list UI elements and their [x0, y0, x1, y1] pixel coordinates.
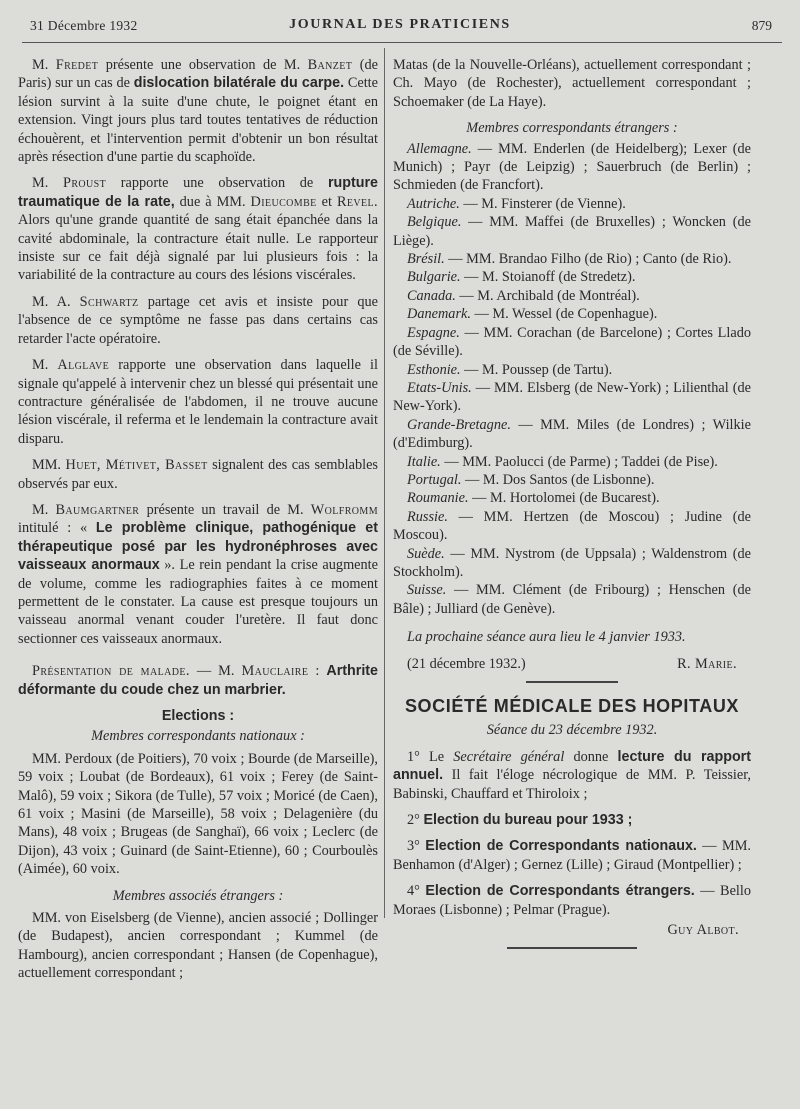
national-members-list: MM. Perdoux (de Poitiers), 70 voix ; Bourde (de Marseille), 59 voix ; Loubat (de Bordeaux), 61 voix ; Ferey (de Saint-Malô), 59 voix ; Sikora (de Tulle), 57 voix ; Moricé (de Caen), 61 voix ; Masini (de Marseille), 58 voix ; Delagenière (du Mans), 48 voix ; Brugeas (de Sanghaï), 66 voix ; Leclerc (de Dijon), 43 voix ; Guinard (de Saint-Etienne), 60 ; Courboulès (Aimée), 60 voix.	[18, 750, 378, 878]
associate-members-list: MM. von Eiselsberg (de Vienne), ancien associé ; Dollinger (de Budapest), ancien correspondant ; Kummel (de Hambourg), ancien correspondant ; Hansen (de Copenhague), actuellement correspondant ;	[18, 910, 378, 982]
country-entry: Roumanie. — M. Hortolomei (de Bucarest).	[407, 490, 660, 507]
country-entry: Italie. — MM. Paolucci (de Parme) ; Taddei (de Pise).	[407, 453, 718, 470]
country-entry: Russie. — MM. Hertzen (de Moscou) ; Judine (de Moscou).	[393, 508, 751, 544]
paragraph-baumgartner: M. Baumgartner présente un travail de M. Wolfromm intitulé : « Le problème clinique, pathogénique et thérapeutique posé par les hydronéphroses avec vaisseaux anormaux ». Le rein pendant la crise augmente de volume, comme les radiographies faites à ce moment permettent de le constater. La cause est presque toujours un vaisseau anormal venant couder l'uretère. Il faut donc sectionner ces vaisseaux anormaux.	[18, 501, 378, 647]
foreign-members-heading: Membres correspondants étrangers :	[466, 120, 678, 137]
paragraph-presentation: Présentation de malade. — M. Mauclaire : Arthrite déformante du coude chez un marbrier.	[18, 663, 379, 698]
date-signature-line	[393, 655, 751, 673]
country-entry: Suède. — MM. Nystrom (de Uppsala) ; Waldenstrom (de Stockholm).	[393, 545, 751, 580]
paragraph-alglave: M. Alglave rapporte une observation dans laquelle il signale qu'appelé à intervenir chez un blessé qui présentait une contracture généralisée de l'abdomen, il ne trouve aucune lésion viscérale, il referma et le lendemain la contracture avait disparu.	[18, 357, 378, 447]
country-entry: Danemark. — M. Wessel (de Copenhague).	[407, 306, 658, 323]
signature-marie: R. Marie.	[677, 655, 737, 672]
society-title: SOCIÉTÉ MÉDICALE DES HOPITAUX	[404, 696, 740, 716]
elections-heading: Elections :	[161, 708, 235, 724]
country-entry: Portugal. — M. Dos Santos (de Lisbonne).	[407, 471, 655, 488]
paragraph-fredet: M. Fredet présente une observation de M. Banzet (de Paris) sur un cas de dislocation bilatérale du carpe. Cette lésion survint à la suite d'une chute, le poignet étant en extension. Vingt jours plus tard toutes tentatives de réduction échouèrent, et l'intervention permit d'obtenir un bon résultat après résection d'une partie du scaphoïde.	[18, 57, 379, 166]
paragraph-matas: Matas (de la Nouvelle-Orléans), actuellement correspondant ; Ch. Mayo (de Rochester), actuellement correspondant ; Schoemaker (de La Haye).	[393, 57, 751, 110]
header-rule	[22, 42, 782, 43]
signature-albot: Guy Albot.	[667, 922, 739, 939]
country-list	[393, 140, 751, 619]
country-entry: Esthonie. — M. Poussep (de Tartu).	[407, 361, 613, 378]
agenda-item-2: 2° Election du bureau pour 1933 ;	[407, 812, 633, 829]
section-rule	[526, 681, 618, 683]
country-entry: Espagne. — MM. Corachan (de Barcelone) ; Cortes Llado (de Séville).	[393, 324, 751, 360]
country-entry: Canada. — M. Archibald (de Montréal).	[407, 287, 640, 304]
next-session-note: La prochaine séance aura lieu le 4 janvier 1933.	[407, 629, 686, 646]
national-members-heading: Membres correspondants nationaux :	[91, 728, 305, 745]
paragraph-schwartz: M. A. Schwartz partage cet avis et insiste pour que l'absence de ce symptôme ne fasse pas dans certains cas retarder l'acte opératoire.	[18, 293, 378, 347]
meeting-date: (21 décembre 1932.)	[407, 655, 526, 672]
session-date: Séance du 23 décembre 1932.	[486, 722, 658, 739]
country-entry: Etats-Unis. — MM. Elsberg (de New-York) ; Lilienthal (de New-York).	[393, 379, 751, 415]
country-entry: Brésil. — MM. Brandao Filho (de Rio) ; Canto (de Rio).	[407, 251, 732, 268]
column-divider	[384, 48, 385, 918]
agenda-item-1: 1° Le Secrétaire général donne lecture du rapport annuel. Il fait l'éloge nécrologique de MM. P. Teissier, Babinski, Chauffard et Thiroloix ;	[393, 748, 752, 802]
country-entry: Grande-Bretagne. — MM. Miles (de Londres) ; Wilkie (d'Edimburg).	[393, 416, 751, 452]
page-number: 879	[751, 18, 772, 33]
country-entry: Belgique. — MM. Maffei (de Bruxelles) ; Woncken (de Liège).	[393, 214, 751, 249]
country-entry: Allemagne. — MM. Enderlen (de Heidelberg); Lexer (de Munich) ; Payr (de Leipzig) ; Sauerbruch (de Berlin) ; Schmieden (de Francfort).	[393, 140, 751, 194]
country-entry: Bulgarie. — M. Stoianoff (de Stredetz).	[407, 269, 636, 286]
agenda-item-3: 3° Election de Correspondants nationaux. — MM. Benhamon (d'Alger) ; Gernez (Lille) ; Giraud (Montpellier) ;	[393, 838, 751, 873]
country-entry: Autriche. — M. Finsterer (de Vienne).	[407, 195, 626, 212]
end-rule	[507, 947, 637, 949]
associate-members-heading: Membres associés étrangers :	[112, 887, 284, 904]
header-date: 31 Décembre 1932	[30, 18, 138, 33]
left-column	[18, 56, 378, 991]
page-header	[0, 14, 800, 38]
paragraph-huet: MM. Huet, Métivet, Basset signalent des cas semblables observés par eux.	[18, 457, 378, 492]
agenda-item-4: 4° Election de Correspondants étrangers. — Bello Moraes (Lisbonne) ; Pelmar (Prague).	[393, 883, 752, 918]
country-entry: Suisse. — MM. Clément (de Fribourg) ; Henschen (de Bâle) ; Julliard (de Genève).	[393, 582, 751, 617]
paragraph-proust: M. Proust rapporte une observation de rupture traumatique de la rate, due à MM. Dieucombe et Revel. Alors qu'une grande quantité de sang était épanchée dans la cavité abdominale, la contracture était nulle. Le rapporteur insiste sur ce fait déjà signalé par lui plusieurs fois : la variabilité de la contracture au cours des lésions viscérales.	[18, 175, 378, 284]
right-column	[393, 56, 751, 957]
journal-title: JOURNAL DES PRATICIENS	[289, 17, 511, 32]
